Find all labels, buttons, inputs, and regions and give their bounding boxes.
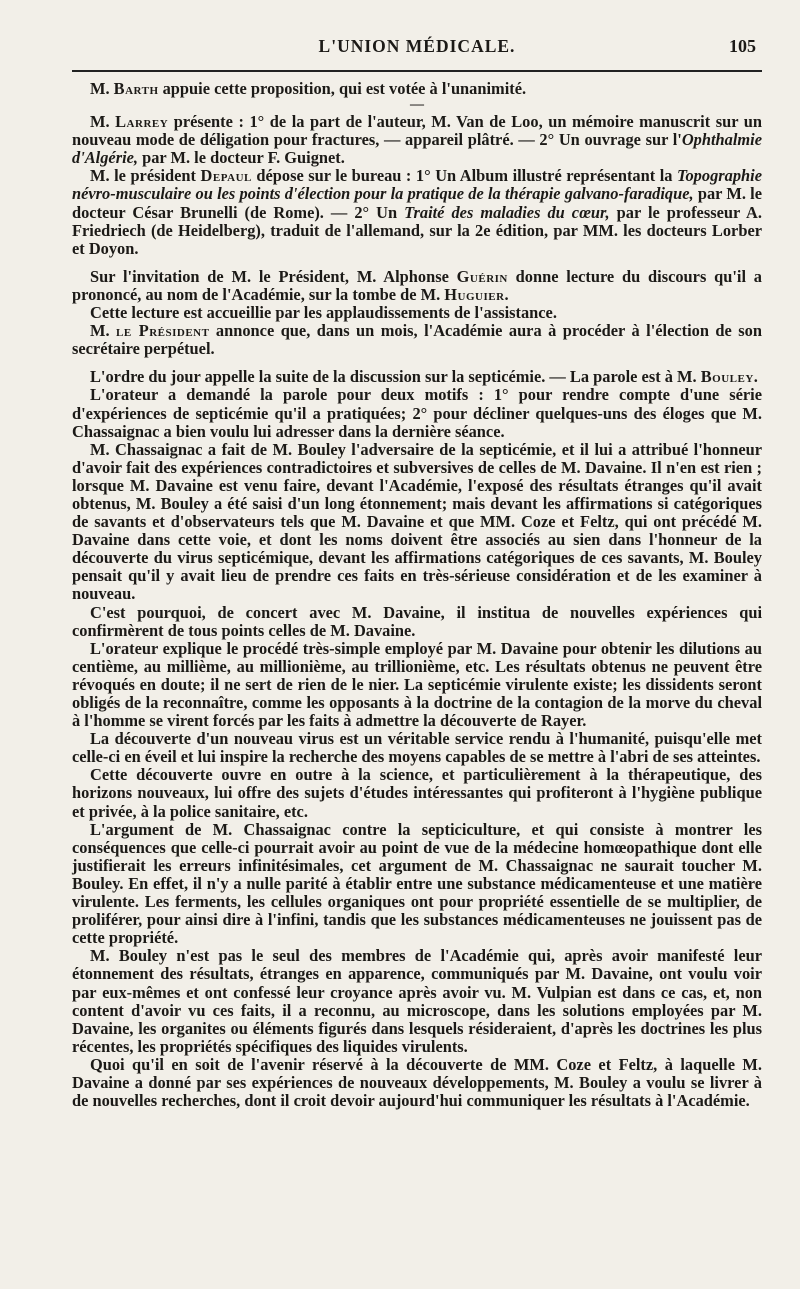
paragraph: M. Chassaignac a fait de M. Bouley l'adversaire de la septicémie, et il lui a attribué l'honneur d'avoir fait des expériences contradictoires et subversives de celles de M. Davaine. Il n'en est rien ; lorsque M. Davaine est venu faire, devant l'Académie, l'exposé des résultats étranges qu'il avait obtenus, M. Bouley a été saisi d'un long étonnement; mais devant les affirmations si catégoriques de savants et d'observateurs tels que M. Davaine et que MM. Coze et Feltz, qui ont précédé M. Davaine dans cette voie, et dont les noms doivent être associés au sien dans l'honneur de la découverte du virus septicémique, devant les affirmations catégoriques de ces savants, M. Bouley pensait qu'il y avait lieu de prendre ces faits en très-sérieuse considération et de les examiner à nouveau. (72, 439, 762, 604)
paragraph: M. le président Depaul dépose sur le bureau : 1° Un Album illustré représentant la Topographie névro-musculaire ou les points d'élection pour la pratique de la thérapie galvano-faradique, par M. le docteur César Brunelli (de Rome). — 2° Un Traité des maladies du cœur, par le professeur A. Friedriech (de Heidelberg), traduit de l'allemand, sur la 2e édition, par MM. les docteurs Lorber et Doyon. (72, 166, 762, 258)
page-header (72, 30, 762, 60)
article-body (72, 80, 762, 1110)
paragraph: M. le Président annonce que, dans un mois, l'Académie aura à procéder à l'élection de son secrétaire perpétuel. (72, 321, 762, 359)
paragraph: M. Larrey présente : 1° de la part de l'auteur, M. Van de Loo, un mémoire manuscrit sur un nouveau mode de déligation pour fractures, — appareil plâtré. — 2° Un ouvrage sur l'Ophthalmie d'Algérie, par M. le docteur F. Guignet. (72, 112, 762, 168)
paragraph: Sur l'invitation de M. le Président, M. Alphonse Guérin donne lecture du discours qu'il a prononcé, au nom de l'Académie, sur la tombe de M. Huguier. (72, 266, 762, 304)
paragraph: L'ordre du jour appelle la suite de la discussion sur la septicémie. — La parole est à M. Bouley. (90, 367, 758, 387)
separator-dash: — (410, 97, 424, 113)
paragraph: Quoi qu'il en soit de l'avenir réservé à la découverte de MM. Coze et Feltz, à laquelle M. Davaine a donné par ses expériences de nouveaux développements, M. Bouley a voulu se livrer à de nouvelles recherches, dont il croit devoir aujourd'hui communiquer les résultats à l'Académie. (72, 1054, 762, 1111)
paragraph: L'orateur explique le procédé très-simple employé par M. Davaine pour obtenir les dilutions au centième, au millième, au millionième, au trillionième, etc. Les résultats obtenus ne peuvent être révoqués en doute; il ne sert de rien de le nier. La septicémie virulente existe; les dissidents seront obligés de la reconnaître, comme les opposants à la doctrine de la contagion de la morve du cheval à l'homme se virent forcés par les faits à admettre la découverte de Rayer. (72, 638, 762, 731)
paragraph: Cette lecture est accueillie par les applaudissements de l'assistance. (90, 303, 557, 323)
paragraph: La découverte d'un nouveau virus est un véritable service rendu à l'humanité, puisqu'elle met celle-ci en éveil et lui inspire la recherche des moyens capables de se mettre à l'abri de ses atteintes. (72, 729, 762, 767)
header-rule (72, 70, 762, 72)
running-head: L'UNION MÉDICALE. (318, 36, 516, 56)
paragraph: L'orateur a demandé la parole pour deux motifs : 1° pour rendre compte d'une série d'expériences de septicémie qu'il a pratiquées; 2° pour décliner quelques-uns des éloges que M. Chassaignac a bien voulu lui adresser dans la dernière séance. (72, 385, 762, 441)
paragraph: M. Barth appuie cette proposition, qui est votée à l'unanimité. (90, 79, 527, 98)
paragraph: C'est pourquoi, de concert avec M. Davaine, il institua de nouvelles expériences qui confirmèrent de tous points celles de M. Davaine. (72, 602, 762, 640)
page-number: 105 (729, 36, 756, 56)
paragraph: L'argument de M. Chassaignac contre la septiciculture, et qui consiste à montrer les conséquences que celle-ci pourrait avoir au point de vue de la médecine homœopathique dont elle justifierait les erreurs infinitésimales, cet argument de M. Chassaignac ne saurait toucher M. Bouley. En effet, il n'y a nulle parité à établir entre une substance médicamenteuse et une matière virulente. Les ferments, les cellules organiques ont pour propriété essentielle de se multiplier, de proliférer, pour ainsi dire à l'infini, tandis que les substances médicamenteuses ne jouissent pas de cette propriété. (72, 819, 762, 948)
paragraph: Cette découverte ouvre en outre à la science, et particulièrement à la thérapeutique, des horizons nouveaux, lui offre des sujets d'études intéressantes qui profiteront à l'hygiène publique et privée, à la police sanitaire, etc. (72, 765, 762, 821)
paragraph: M. Bouley n'est pas le seul des membres de l'Académie qui, après avoir manifesté leur étonnement des résultats, étranges en apparence, communiqués par M. Davaine, ont voulu voir par eux-mêmes et ont confessé leur croyance après avoir vu. M. Vulpian est dans ce cas, et, non content d'avoir vu ces faits, il a reconnu, au microscope, dans les solutions employées par M. Davaine, les organites ou éléments figurés dans lesquels résideraient, d'après les doctrines les plus récentes, les propriétés spécifiques des liquides virulents. (72, 946, 762, 1056)
